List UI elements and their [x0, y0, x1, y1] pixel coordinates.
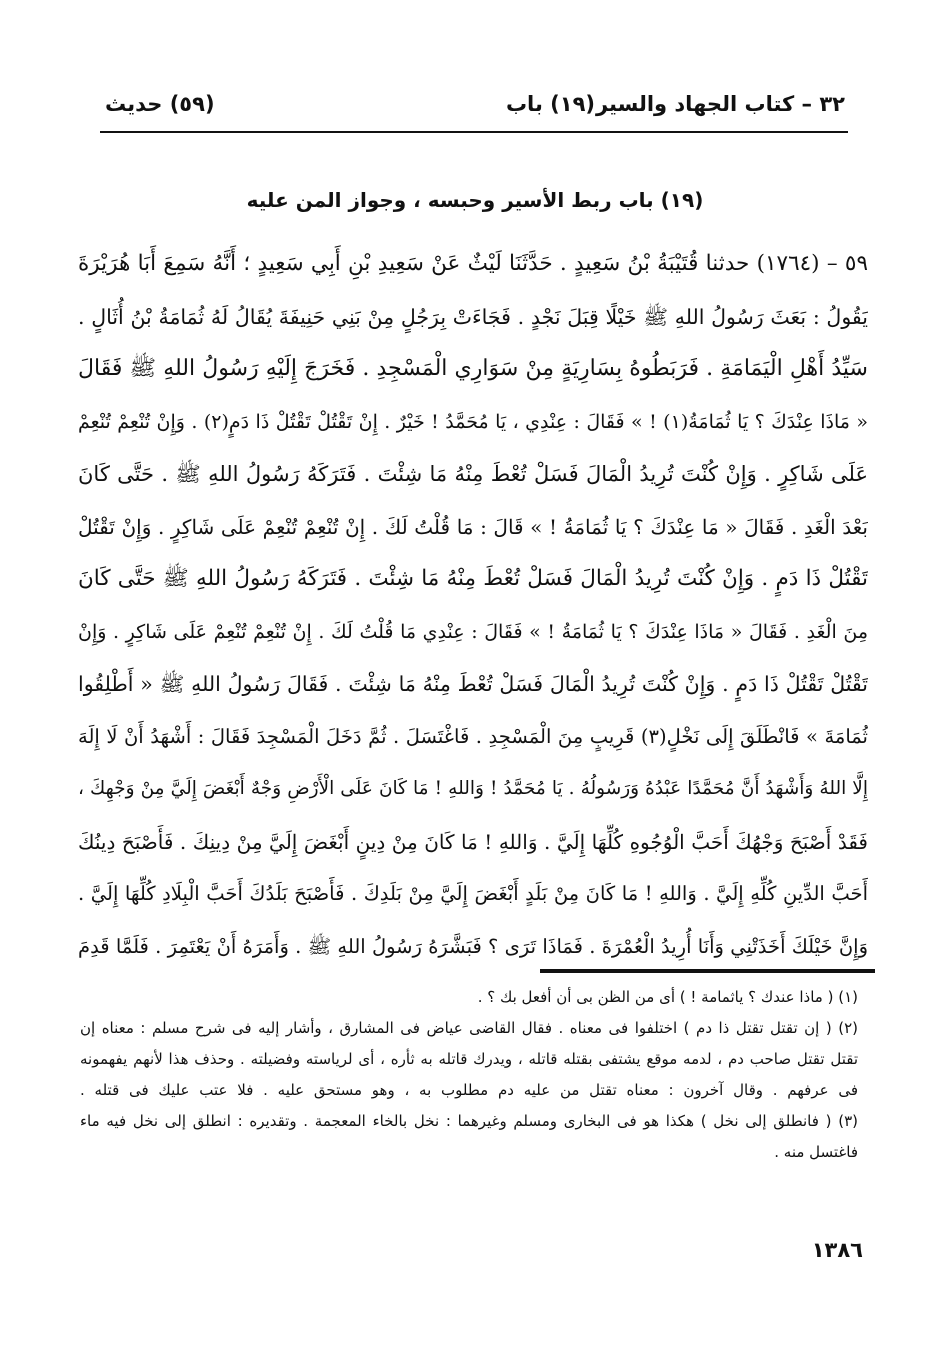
header-divider [100, 131, 848, 133]
footnote-line: فى عرفهم . وقال آخرون : معناه تقتل من عليه دم مطلوب به ، وهو مستحق عليه . فلا عتب عليك فى قتله . [80, 1081, 858, 1099]
page-number: ١٣٨٦ [811, 1238, 863, 1262]
footnote-line: (١) ( ماذا عندك ؟ ياثمامة ! ) أى من الظن بى أن أفعل بك ؟ . [477, 988, 858, 1006]
footnote-divider [540, 969, 875, 973]
footnote-line: (٣) ( فانطلق إلى نخل ) هكذا هو فى البخارى ومسلم وغيرهما : نخل بالخاء المعجمة . وتقديره : انطلق إلى نخل فيه ماء [80, 1112, 858, 1130]
text-line: يَقُولُ : بَعَثَ رَسُولُ اللهِ ﷺ خَيْلًا قِبَلَ نَجْدٍ . فَجَاءَتْ بِرَجُلٍ مِنْ بَنِي حَنِيفَةَ يُقَالُ لَهُ ثُمَامَةُ بْنُ أُثَالٍ . [78, 304, 868, 329]
text-line: سَيِّدُ أَهْلِ الْيَمَامَةِ . فَرَبَطُوهُ بِسَارِيَةٍ مِنْ سَوَارِي الْمَسْجِدِ . فَخَرَجَ إِلَيْهِ رَسُولُ اللهِ ﷺ فَقَالَ [78, 356, 868, 381]
chapter-title: (١٩) باب ربط الأسير وحبسه ، وجواز المن عليه [246, 188, 704, 212]
text-line: فَقَدْ أَصْبَحَ وَجْهُكَ أَحَبَّ الْوُجُوهِ كُلِّهَا إِلَيَّ . وَاللهِ ! مَا كَانَ مِنْ دِينٍ أَبْغَضَ إِلَيَّ مِنْ دِينِكَ . فَأَصْبَحَ دِينُكَ [78, 829, 868, 854]
footnotes [80, 982, 858, 1168]
text-line: وَإِنَّ خَيْلَكَ أَخَذَتْنِي وَأَنَا أُرِيدُ الْعُمْرَةَ . فَمَاذَا تَرَى ؟ فَبَشَّرَهُ رَسُولُ اللهِ ﷺ . وَأَمَرَهُ أَنْ يَعْتَمِرَ . فَلَمَّا قَدِمَ [78, 934, 868, 958]
book-title: ٣٢ – كتاب الجهاد والسير [595, 92, 845, 116]
footnote-line: فاغتسل منه . [774, 1143, 858, 1161]
text-line: أَحَبَّ الدِّينِ كُلِّهِ إِلَيَّ . وَاللهِ ! مَا كَانَ مِنْ بَلَدٍ أَبْغَضَ إِلَيَّ مِنْ بَلَدِكَ . فَأَصْبَحَ بَلَدُكَ أَحَبَّ الْبِلَادِ كُلِّهَا إِلَيَّ . [78, 882, 868, 905]
text-line: بَعْدَ الْغَدِ . فَقَالَ « مَا عِنْدَكَ ؟ يَا ثُمَامَةُ ! » قَالَ : مَا قُلْتُ لَكَ . إِنْ تُنْعِمْ تُنْعِمْ عَلَى شَاكِرٍ . وَإِنْ تَقْتُلْ [78, 514, 868, 539]
text-line: ثُمَامَةَ » فَانْطَلَقَ إِلَى نَخْلٍ(٣) قَرِيبٍ مِنَ الْمَسْجِدِ . فَاغْتَسَلَ . ثُمَّ دَخَلَ الْمَسْجِدَ فَقَالَ : أَشْهَدُ أَنْ لَا إِلَهَ [78, 724, 868, 748]
running-header [105, 92, 845, 128]
footnote-line: (٢) ( إن تقتل تقتل ذا دم ) اختلفوا فى معناه . فقال القاضى عياض فى المشارق ، وأشار إليه فى شرح مسلم : معناه إن [80, 1019, 858, 1037]
hadith-text [78, 238, 868, 973]
text-line: تَقْتُلْ ذَا دَمٍ . وَإِنْ كُنْتَ تُرِيدُ الْمَالَ فَسَلْ تُعْطَ مِنْهُ مَا شِئْتَ . فَتَرَكَهُ رَسُولُ اللهِ ﷺ حَتَّى كَانَ [78, 566, 868, 591]
text-line: مِنَ الْغَدِ . فَقَالَ « مَاذَا عِنْدَكَ ؟ يَا ثُمَامَةُ ! » فَقَالَ : عِنْدِي مَا قُلْتُ لَكَ . إِنْ تُنْعِمْ تُنْعِمْ عَلَى شَاكِرٍ . وَإِنْ [78, 620, 868, 643]
chapter-number: (١٩) باب [505, 92, 595, 116]
footnote-line: تقتل تقتل صاحب دم ، لدمه موقع يشتفى بقتله قاتله ، ويدرك قاتله به ثأره ، أى لرياسته وفضيلته . وحذف هذا لأنهم يفهمونه [80, 1050, 858, 1068]
text-line: تَقْتُلْ تَقْتُلْ ذَا دَمٍ . وَإِنْ كُنْتَ تُرِيدُ الْمَالَ فَسَلْ تُعْطَ مِنْهُ مَا شِئْتَ . فَقَالَ رَسُولُ اللهِ ﷺ « أَطْلِقُوا [78, 672, 868, 696]
text-line: إِلَّا اللهُ وَأَشْهَدُ أَنَّ مُحَمَّدًا عَبْدُهُ وَرَسُولُهُ . يَا مُحَمَّدُ ! وَاللهِ ! مَا كَانَ عَلَى الْأَرْضِ وَجْهٌ أَبْغَضَ إِلَيَّ مِنْ وَجْهِكَ ، [78, 778, 868, 799]
text-line: ٥٩ – (١٧٦٤) حدثنا قُتَيْبَةُ بْنُ سَعِيدٍ . حَدَّثَنَا لَيْثٌ عَنْ سَعِيدِ بْنِ أَبِي سَعِيدٍ ؛ أَنَّهُ سَمِعَ أَبَا هُرَيْرَةَ [78, 251, 868, 276]
text-line: « مَاذَا عِنْدَكَ ؟ يَا ثُمَامَةُ(١) ! » فَقَالَ : عِنْدِي ، يَا مُحَمَّدُ ! خَيْرٌ . إِنْ تَقْتُلْ تَقْتُلْ ذَا دَمٍ(٢) . وَإِنْ تُنْعِمْ تُنْعِمْ [78, 410, 868, 433]
hadith-number: (٥٩) حديث [105, 92, 215, 116]
text-line: عَلَى شَاكِرٍ . وَإِنْ كُنْتَ تُرِيدُ الْمَالَ فَسَلْ تُعْطَ مِنْهُ مَا شِئْتَ . فَتَرَكَهُ رَسُولُ اللهِ ﷺ . حَتَّى كَانَ [78, 462, 868, 486]
